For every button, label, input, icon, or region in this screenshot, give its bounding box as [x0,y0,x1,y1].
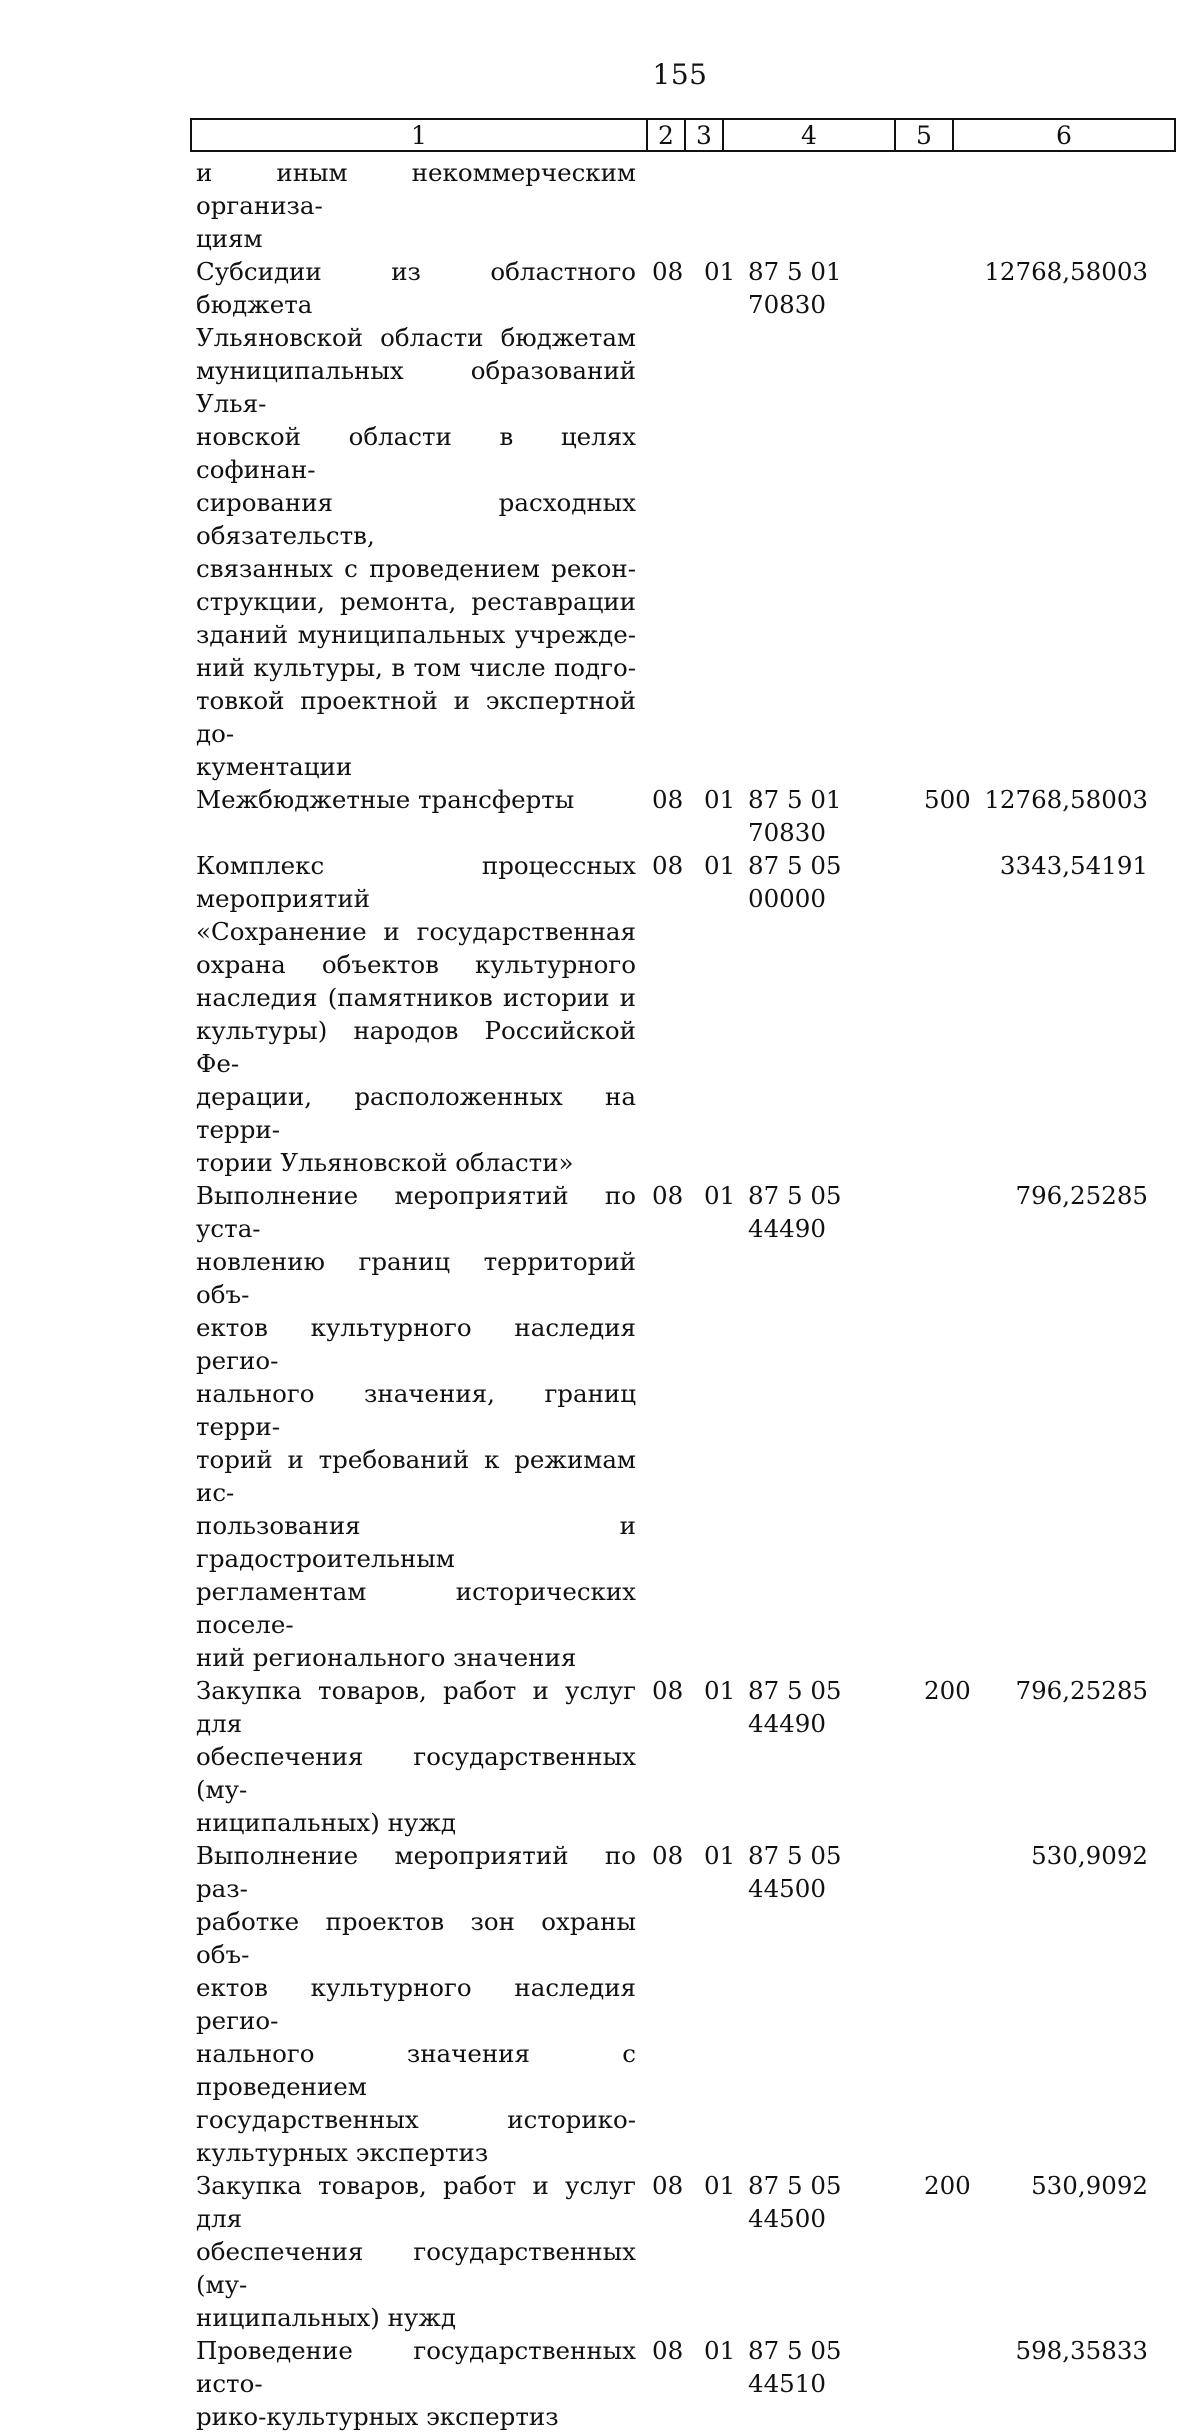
table-row [196,2169,1176,2334]
table-row [196,1674,1176,1839]
page-number: 155 [652,58,708,91]
section-code: 08 [652,1841,684,1870]
target-article-code: 87 5 05 44490 [748,1676,842,1738]
description-line: пользования и градостроительным [196,1511,636,1573]
description-line: ний регионального значения [196,1643,577,1672]
section-code: 08 [652,1181,684,1210]
expense-type-code: 500 [924,785,971,814]
description-line: ектов культурного наследия регио- [196,1313,636,1375]
section-code: 08 [652,785,684,814]
row-codes [652,1179,1148,1245]
description-line: Межбюджетные трансферты [196,785,575,814]
description-line: струкции, ремонта, реставрации [196,587,636,616]
expense-type-code [924,1839,984,1905]
amount: 12768,58003 [984,257,1148,286]
row-description [196,783,636,816]
target-article-code: 87 5 05 44500 [748,1841,842,1903]
description-line: «Сохранение и государственная [196,917,636,946]
row-codes [652,1674,1148,1740]
row-description [196,2334,636,2433]
description-line: товкой проектной и экспертной до- [196,686,636,748]
row-codes [652,2334,1148,2400]
description-line: государственных историко- [196,2105,636,2134]
section-code: 08 [652,2171,684,2200]
row-codes [652,783,1148,849]
description-line: Проведение государственных исто- [196,2336,636,2398]
target-article-code: 87 5 05 44500 [748,2171,842,2233]
table-row [196,849,1176,1179]
row-codes [652,849,1148,915]
row-description [196,2169,636,2334]
description-line: муниципальных образований Улья- [196,356,636,418]
row-description [196,1674,636,1839]
description-line: сирования расходных обязательств, [196,488,636,550]
amount: 530,9092 [1031,2171,1148,2200]
description-line: Субсидии из областного бюджета [196,257,636,319]
table-body [196,156,1176,2433]
description-line: зданий муниципальных учрежде- [196,620,636,649]
description-line: новлению границ территорий объ- [196,1247,636,1309]
description-line: ниципальных) нужд [196,1808,456,1837]
header-col-6: 6 [1056,120,1072,150]
subsection-code: 01 [704,2336,736,2365]
description-line: ний культуры, в том числе подго- [196,653,636,682]
header-col-2: 2 [648,120,686,150]
description-line: культурных экспертиз [196,2138,489,2167]
description-line: Комплекс процессных мероприятий [196,851,636,913]
subsection-code: 01 [704,1841,736,1870]
description-line: нального значения, границ терри- [196,1379,636,1441]
header-col-4: 4 [724,120,896,150]
target-article-code: 87 5 05 00000 [748,851,842,913]
row-description [196,1179,636,1674]
description-line: обеспечения государственных (му- [196,2237,636,2299]
description-line: и иным некоммерческим организа- [196,158,636,220]
row-description [196,1839,636,2169]
table-row [196,1839,1176,2169]
section-code: 08 [652,851,684,880]
table-header [190,118,1176,152]
description-line: циям [196,224,263,253]
description-line: новской области в целях софинан- [196,422,636,484]
description-line: ниципальных) нужд [196,2303,456,2332]
table-row [196,783,1176,849]
description-line: тории Ульяновской области» [196,1148,574,1177]
header-col-1: 1 [192,120,648,150]
description-line: торий и требований к режимам ис- [196,1445,636,1507]
expense-type-code: 200 [924,1676,971,1705]
amount: 796,25285 [1015,1676,1148,1705]
description-line: обеспечения государственных (му- [196,1742,636,1804]
description-line: Закупка товаров, работ и услуг для [196,1676,636,1738]
table-row [196,156,1176,255]
row-codes [652,255,1148,321]
description-line: охрана объектов культурного [196,950,636,979]
table-row [196,1179,1176,1674]
amount: 3343,54191 [999,851,1148,880]
table-row [196,2334,1176,2433]
description-line: кументации [196,752,353,781]
row-description [196,255,636,783]
description-line: Ульяновской области бюджетам [196,323,636,352]
subsection-code: 01 [704,1181,736,1210]
section-code: 08 [652,2336,684,2365]
target-article-code: 87 5 01 70830 [748,257,842,319]
row-description [196,156,636,255]
subsection-code: 01 [704,851,736,880]
section-code: 08 [652,1676,684,1705]
expense-type-code [924,1179,984,1245]
description-line: культуры) народов Российской Фе- [196,1016,636,1078]
amount: 530,9092 [1031,1841,1148,1870]
target-article-code: 87 5 01 70830 [748,785,842,847]
header-col-3: 3 [686,120,724,150]
amount: 598,35833 [1015,2336,1148,2365]
target-article-code: 87 5 05 44490 [748,1181,842,1243]
expense-type-code [924,255,984,321]
expense-type-code [924,849,984,915]
description-line: рико-культурных экспертиз [196,2402,559,2431]
description-line: связанных с проведением рекон- [196,554,636,583]
row-description [196,849,636,1179]
description-line: Закупка товаров, работ и услуг для [196,2171,636,2233]
expense-type-code: 200 [924,2171,971,2200]
section-code: 08 [652,257,684,286]
description-line: регламентам исторических поселе- [196,1577,636,1639]
description-line: нального значения с проведением [196,2039,636,2101]
subsection-code: 01 [704,257,736,286]
subsection-code: 01 [704,785,736,814]
description-line: ектов культурного наследия регио- [196,1973,636,2035]
subsection-code: 01 [704,1676,736,1705]
description-line: Выполнение мероприятий по уста- [196,1181,636,1243]
target-article-code: 87 5 05 44510 [748,2336,842,2398]
description-line: работке проектов зон охраны объ- [196,1907,636,1969]
row-codes [652,2169,1148,2235]
description-line: наследия (памятников истории и [196,983,636,1012]
expense-type-code [924,2334,984,2400]
subsection-code: 01 [704,2171,736,2200]
description-line: дерации, расположенных на терри- [196,1082,636,1144]
description-line: Выполнение мероприятий по раз- [196,1841,636,1903]
row-codes [652,1839,1148,1905]
amount: 12768,58003 [984,785,1148,814]
header-col-5: 5 [896,120,954,150]
amount: 796,25285 [1015,1181,1148,1210]
table-row [196,255,1176,783]
